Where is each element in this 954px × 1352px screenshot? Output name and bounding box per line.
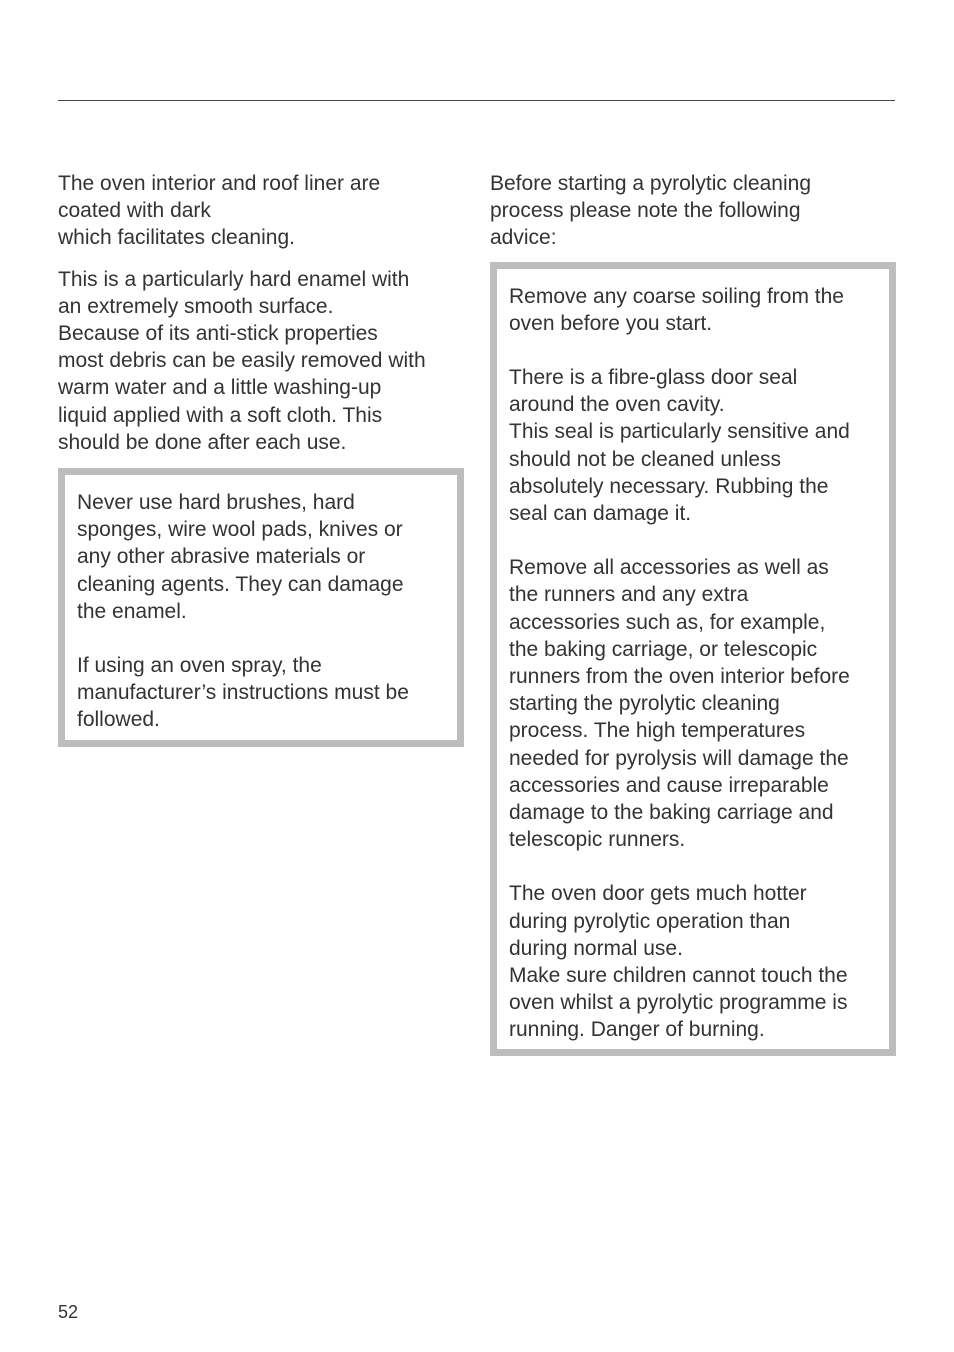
pyrolytic-warning-box (490, 262, 896, 1056)
warning-paragraph: There is a fibre-glass door seal around the oven cavity. This seal is particularly sensitive and should not be cleaned unless absolutely necessary. Rubbing the seal can damage it. (509, 366, 850, 526)
warning-paragraph: Never use hard brushes, hard sponges, wire wool pads, knives or any other abrasive materials or cleaning agents. They can damage the enamel. (77, 491, 404, 623)
warning-paragraph: If using an oven spray, the manufacturer’s instructions must be followed. (77, 654, 409, 732)
header-rule (58, 100, 895, 101)
pyrolytic-intro-paragraph: Before starting a pyrolytic cleaning process please note the following advice: (490, 172, 811, 250)
right-column (490, 170, 896, 1056)
warning-paragraph: Remove all accessories as well as the runners and any extra accessories such as, for example, the baking carriage, or telescopic runners from the oven interior before starting the pyrolytic cleaning process. The high temperatures needed for pyrolysis will damage the accessories and cause irreparable damage to the baking carriage and telescopic runners. (509, 556, 850, 852)
page-number: 52 (58, 1302, 79, 1322)
warning-paragraph: The oven door gets much hotter during pyrolytic operation than during normal use. Make sure children cannot touch the oven whilst a pyrolytic programme is running. Danger of burning. (509, 882, 848, 1042)
cleaning-warning-box (58, 468, 464, 747)
warning-paragraph: Remove any coarse soiling from the oven before you start. (509, 284, 844, 335)
enamel-paragraph: This is a particularly hard enamel with an extremely smooth surface. Because of its anti-stick properties most debris can be easily removed with warm water and a little washing-up liquid applied with a soft cloth. This should be done after each use. (58, 267, 426, 454)
intro-paragraph: The oven interior and roof liner are coated with dark which facilitates cleaning. (58, 172, 381, 250)
left-column (58, 170, 464, 747)
